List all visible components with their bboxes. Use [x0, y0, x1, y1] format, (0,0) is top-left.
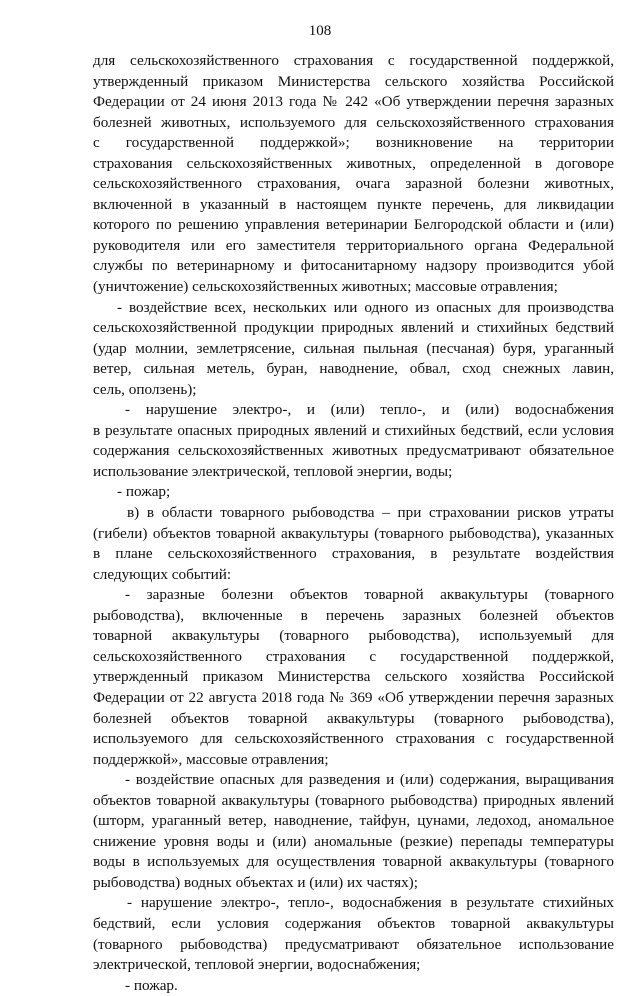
text-line: сельскохозяйственного страхования, очага заразной болезни животных, [93, 175, 614, 193]
text-line: снижение уровня воды и (или) аномальные (резкие) перепады температуры [93, 832, 614, 850]
body-text [93, 51, 614, 996]
text-line: следующих событий: [93, 565, 232, 583]
text-line: для сельскохозяйственного страхования с государственной поддержкой, [93, 52, 614, 69]
text-line: воды в используемых для осуществления товарной аквакультуры (товарного [93, 853, 614, 871]
text-line: утвержденный приказом Министерства сельского хозяйства Российской [93, 668, 614, 686]
text-line: бедствий, если условия содержания объектов товарной аквакультуры [93, 914, 614, 932]
text-line: которого по решению управления ветеринарии Белгородской области и (или) [93, 216, 614, 234]
text-line: электрической, тепловой энергии, водоснабжения; [93, 956, 421, 974]
text-line: (шторм, ураганный ветер, наводнение, тайфун, цунами, ледоход, аномальное [93, 812, 614, 830]
page-number: 108 [308, 23, 332, 39]
text-line: - пожар; [117, 483, 171, 501]
text-line: - воздействие всех, нескольких или одного из опасных для производства [117, 298, 614, 316]
text-line: товарной аквакультуры (товарного рыбоводства), используемый для [93, 627, 614, 645]
text-line: Федерации от 24 июня 2013 года № 242 «Об утверждении перечня заразных [93, 93, 614, 111]
text-line: утвержденный приказом Министерства сельского хозяйства Российской [93, 72, 614, 90]
text-line: - воздействие опасных для разведения и (или) содержания, выращивания [125, 771, 614, 789]
text-line: включенной в указанный в настоящем пункте перечень, для ликвидации [93, 195, 614, 213]
text-line: руководителя или его заместителя территориального органа Федеральной [93, 236, 614, 254]
text-line: поддержкой», массовые отравления; [93, 750, 329, 768]
text-line: - пожар. [125, 976, 178, 994]
text-line: сельскохозяйственной продукции природных явлений и стихийных бедствий [93, 319, 614, 337]
text-line: объектов товарной аквакультуры (товарного рыбоводства) природных явлений [93, 791, 614, 809]
text-line: страхования сельскохозяйственных животных, определенной в договоре [93, 154, 614, 172]
text-line: (удар молнии, землетрясение, сильная пыльная (песчаная) буря, ураганный [93, 339, 614, 357]
text-line: - нарушение электро-, и (или) тепло-, и (или) водоснабжения [125, 401, 614, 419]
text-line: - нарушение электро-, тепло-, водоснабжения в результате стихийных [127, 894, 614, 912]
text-line: (товарного рыбоводства) предусматривают обязательное использование [93, 935, 614, 953]
text-line: использование электрической, тепловой энергии, воды; [93, 462, 453, 480]
text-line: болезней объектов товарной аквакультуры (товарного рыбоводства), [93, 709, 614, 727]
text-line: (гибели) объектов товарной аквакультуры (товарного рыбоводства), указанных [93, 524, 614, 542]
text-line: используемого для сельскохозяйственного страхования с государственной [93, 730, 614, 748]
text-line: (уничтожение) сельскохозяйственных животных; массовые отравления; [93, 278, 558, 296]
text-line: рыбоводства) водных объектах и (или) их частях); [93, 873, 418, 891]
text-line: содержания сельскохозяйственных животных предусматривают обязательное [93, 442, 614, 460]
text-line: болезней животных, используемого для сельскохозяйственного страхования [93, 113, 614, 131]
text-line: в плане сельскохозяйственного страхования, в результате воздействия [93, 545, 614, 563]
text-line: ветер, сильная метель, буран, наводнение, обвал, сход снежных лавин, [93, 360, 614, 378]
text-line: - заразные болезни объектов товарной аквакультуры (товарного [125, 586, 614, 604]
text-line: с государственной поддержкой»; возникновение на территории [93, 134, 614, 152]
text-line: сель, оползень); [93, 380, 197, 398]
text-line: службы по ветеринарному и фитосанитарному надзору производится убой [93, 257, 614, 275]
text-line: рыбоводства), включенные в перечень заразных болезней объектов [93, 606, 614, 624]
text-line: в результате опасных природных явлений и стихийных бедствий, если условия [93, 421, 614, 439]
text-line: сельскохозяйственного страхования с государственной поддержкой, [93, 647, 614, 665]
text-line: в) в области товарного рыбоводства – при страховании рисков утраты [127, 504, 614, 522]
text-line: Федерации от 22 августа 2018 года № 369 «Об утверждении перечня заразных [93, 688, 614, 706]
